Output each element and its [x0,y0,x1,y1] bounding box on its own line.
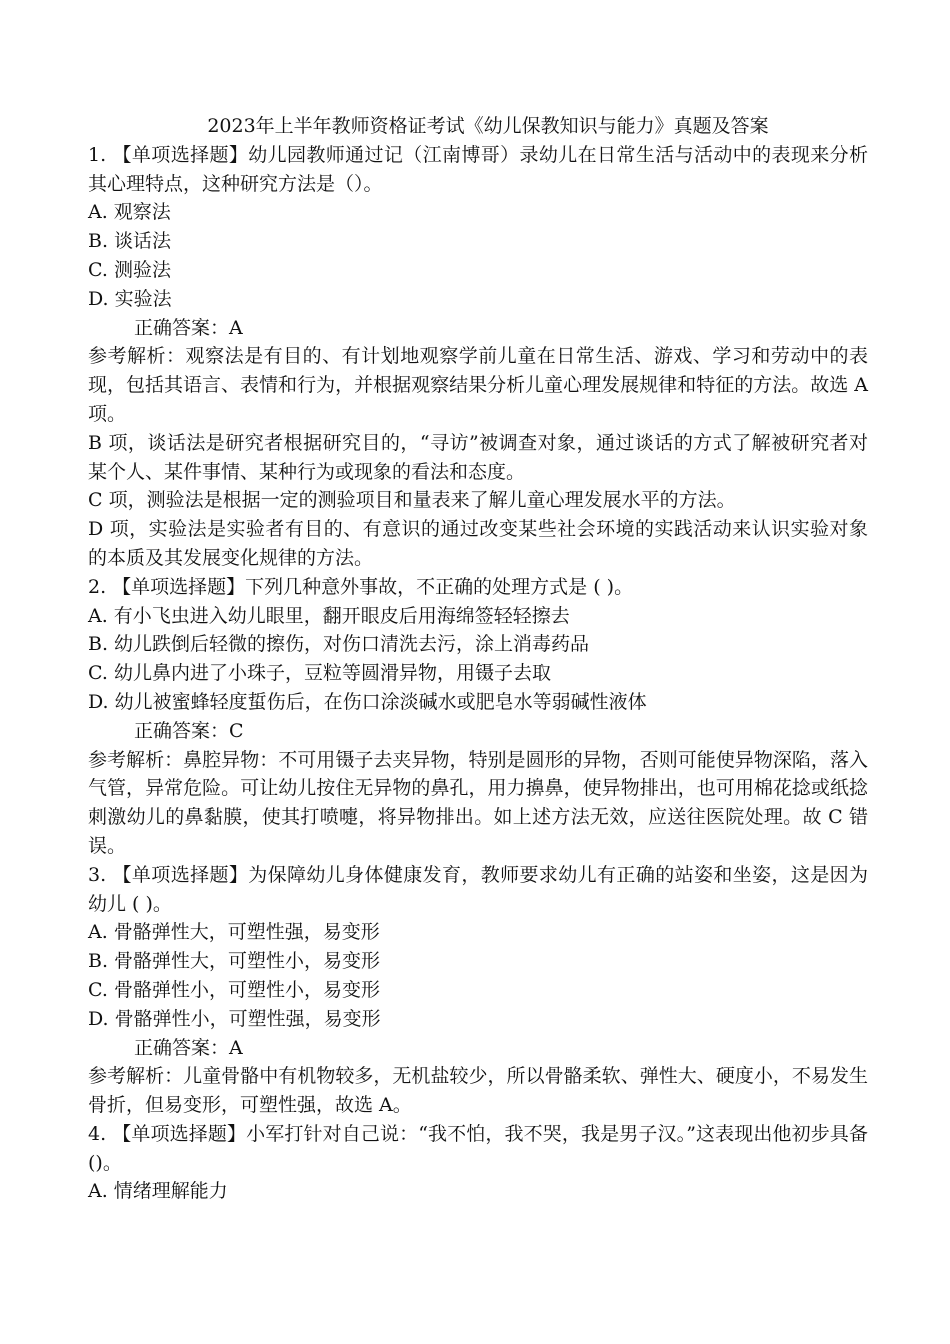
question-2 [88,573,868,861]
option-d: D. 骨骼弹性小，可塑性强，易变形 [88,1007,381,1030]
analysis-paragraph: 参考解析：儿童骨骼中有机物较多，无机盐较少，所以骨骼柔软、弹性大、硬度小，不易发生骨折，但易变形，可塑性强，故选 A。 [88,1065,868,1117]
option-a: A. 有小飞虫进入幼儿眼里，翻开眼皮后用海绵签轻轻擦去 [88,604,570,627]
analysis-paragraph: C 项，测验法是根据一定的测验项目和量表来了解儿童心理发展水平的方法。 [88,489,736,512]
option-a: A. 观察法 [88,201,171,224]
question-stem: 3. 【单项选择题】为保障幼儿身体健康发育，教师要求幼儿有正确的站姿和坐姿，这是因为幼儿 ( )。 [88,863,868,915]
analysis-paragraph: D 项，实验法是实验者有目的、有意识的通过改变某些社会环境的实践活动来认识实验对象的本质及其发展变化规律的方法。 [88,518,868,569]
option-a: A. 骨骼弹性大，可塑性强，易变形 [88,921,380,944]
correct-answer: 正确答案：A [134,1036,243,1059]
question-3 [88,861,868,1120]
correct-answer: 正确答案：A [134,316,243,339]
option-c: C. 骨骼弹性小，可塑性小，易变形 [88,978,380,1001]
correct-answer: 正确答案：C [134,719,244,742]
question-stem: 2. 【单项选择题】下列几种意外事故，不正确的处理方式是 ( )。 [88,575,634,598]
document-title: 2023年上半年教师资格证考试《幼儿保教知识与能力》真题及答案 [207,115,769,137]
option-d: D. 幼儿被蜜蜂轻度蜇伤后，在伤口涂淡碱水或肥皂水等弱碱性液体 [88,690,647,713]
question-1 [88,141,868,573]
option-c: C. 测验法 [88,258,171,281]
analysis-paragraph: 参考解析：鼻腔异物：不可用镊子去夹异物，特别是圆形的异物，否则可能使异物深陷，落入气管，异常危险。可让幼儿按住无异物的鼻孔，用力擤鼻，使异物排出，也可用棉花捻或纸捻刺激幼儿的鼻黏膜，使其打喷嚏，将异物排出。如上述方法无效，应送往医院处理。故 C 错误。 [88,748,868,857]
option-b: B. 骨骼弹性大，可塑性小，易变形 [88,950,381,973]
option-d: D. 实验法 [88,287,172,310]
analysis-paragraph: 参考解析：观察法是有目的、有计划地观察学前儿童在日常生活、游戏、学习和劳动中的表现，包括其语言、表情和行为，并根据观察结果分析儿童心理发展规律和特征的方法。故选 A 项。 [88,345,868,425]
option-a: A. 情绪理解能力 [88,1180,228,1203]
question-stem: 1. 【单项选择题】幼儿园教师通过记（江南博哥）录幼儿在日常生活与活动中的表现来分析其心理特点，这种研究方法是（）。 [88,143,868,195]
question-stem: 4. 【单项选择题】小军打针对自己说：“我不怕，我不哭，我是男子汉。”这表现出他初步具备()。 [88,1122,868,1174]
option-c: C. 幼儿鼻内进了小珠子，豆粒等圆滑异物，用镊子去取 [88,662,551,685]
option-b: B. 谈话法 [88,230,172,253]
document-body [88,112,868,1206]
option-b: B. 幼儿跌倒后轻微的擦伤，对伤口清洗去污，涂上消毒药品 [88,633,590,656]
analysis-paragraph: B 项，谈话法是研究者根据研究目的，“寻访”被调查对象，通过谈话的方式了解被研究者对某个人、某件事情、某种行为或现象的看法和态度。 [88,431,868,483]
question-4 [88,1120,868,1206]
